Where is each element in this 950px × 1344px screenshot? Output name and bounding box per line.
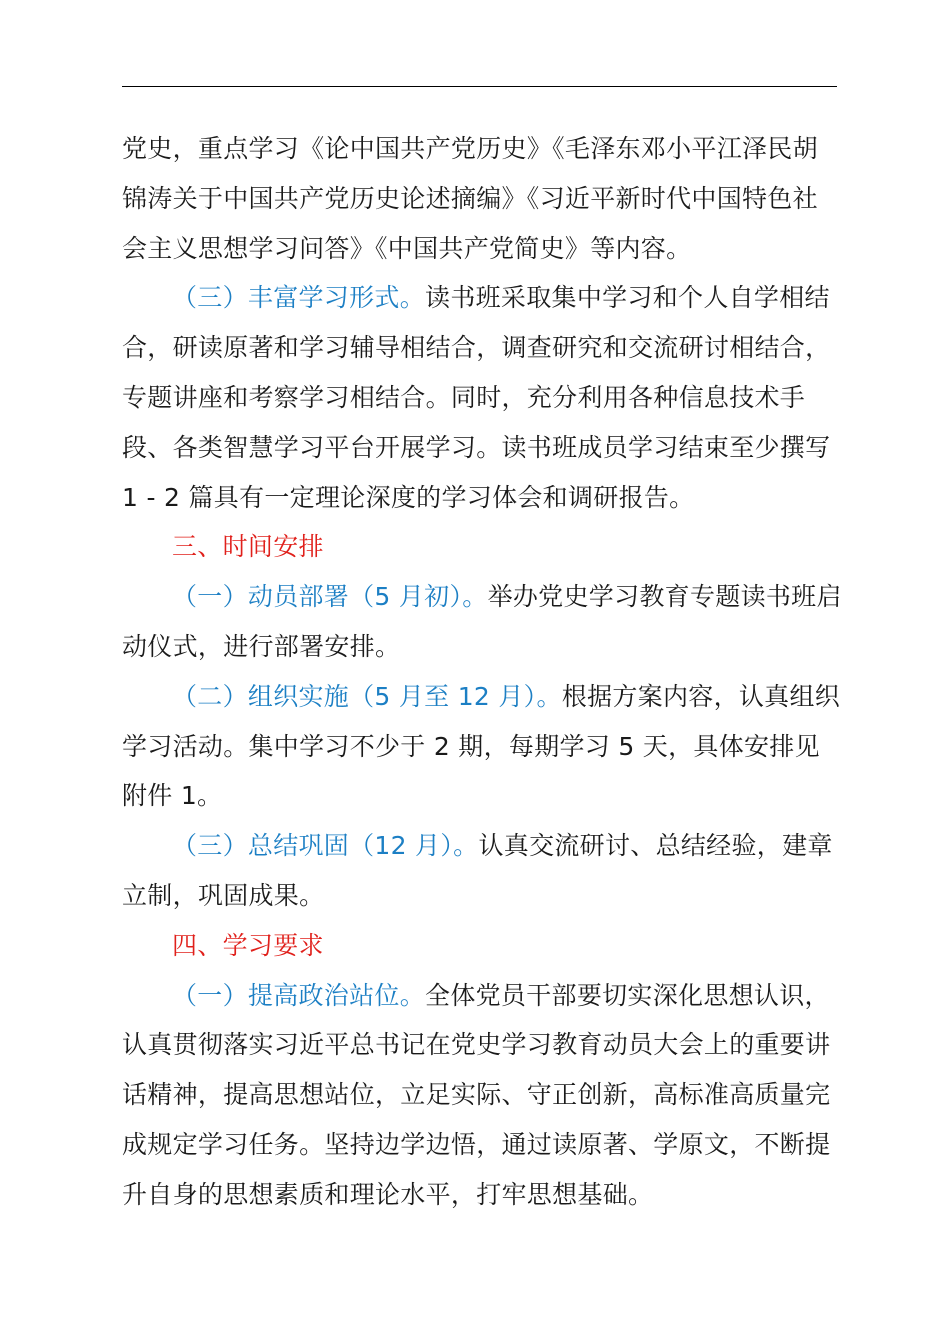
paragraph-summary (122, 821, 842, 921)
document-body (122, 124, 842, 1220)
header-rule (122, 86, 837, 87)
subheading: （一）动员部署（5 月初）。 (172, 582, 488, 612)
subheading: （三）总结巩固（12 月）。 (172, 831, 479, 861)
paragraph-text: 党史，重点学习《论中国共产党历史》《毛泽东邓小平江泽民胡锦涛关于中国共产党历史论述摘编》《习近平新时代中国特色社会主义思想学习问答》《中国共产党简史》等内容。 (122, 134, 818, 263)
paragraph-text: 举办党史学习教育专题读书班启动仪式，进行部署安排。 (122, 582, 842, 661)
paragraph-mobilization (122, 572, 842, 672)
paragraph-text: 根据方案内容，认真组织学习活动。集中学习不少于 2 期，每期学习 5 天，具体安排见附件 1。 (122, 681, 841, 811)
paragraph-political-stance (122, 971, 842, 1220)
section-heading-schedule: 三、时间安排 (172, 532, 324, 562)
paragraph-implementation (122, 672, 842, 821)
subheading: （一）提高政治站位。 (172, 980, 426, 1010)
section-heading-requirements: 四、学习要求 (172, 930, 324, 960)
paragraph-text: 读书班采取集中学习和个人自学相结合，研读原著和学习辅导相结合，调查研究和交流研讨相结合，专题讲座和考察学习相结合。同时，充分利用各种信息技术手段、各类智慧学习平台开展学习。读书班成员学习结束至少撰写 1 - 2 篇具有一定理论深度的学习体会和调研报告。 (122, 283, 831, 512)
paragraph-continuation (122, 124, 842, 273)
subheading: （二）组织实施（5 月至 12 月）。 (172, 681, 562, 711)
paragraph-learning-forms (122, 273, 842, 522)
subheading: （三）丰富学习形式。 (172, 283, 426, 313)
paragraph-text: 认真交流研讨、总结经验，建章立制，巩固成果。 (122, 831, 833, 910)
paragraph-text: 全体党员干部要切实深化思想认识，认真贯彻落实习近平总书记在党史学习教育动员大会上的重要讲话精神，提高思想站位，立足实际、守正创新，高标准高质量完成规定学习任务。坚持边学边悟，通过读原著、学原文，不断提升自身的思想素质和理论水平，打牢思想基础。 (122, 980, 831, 1209)
